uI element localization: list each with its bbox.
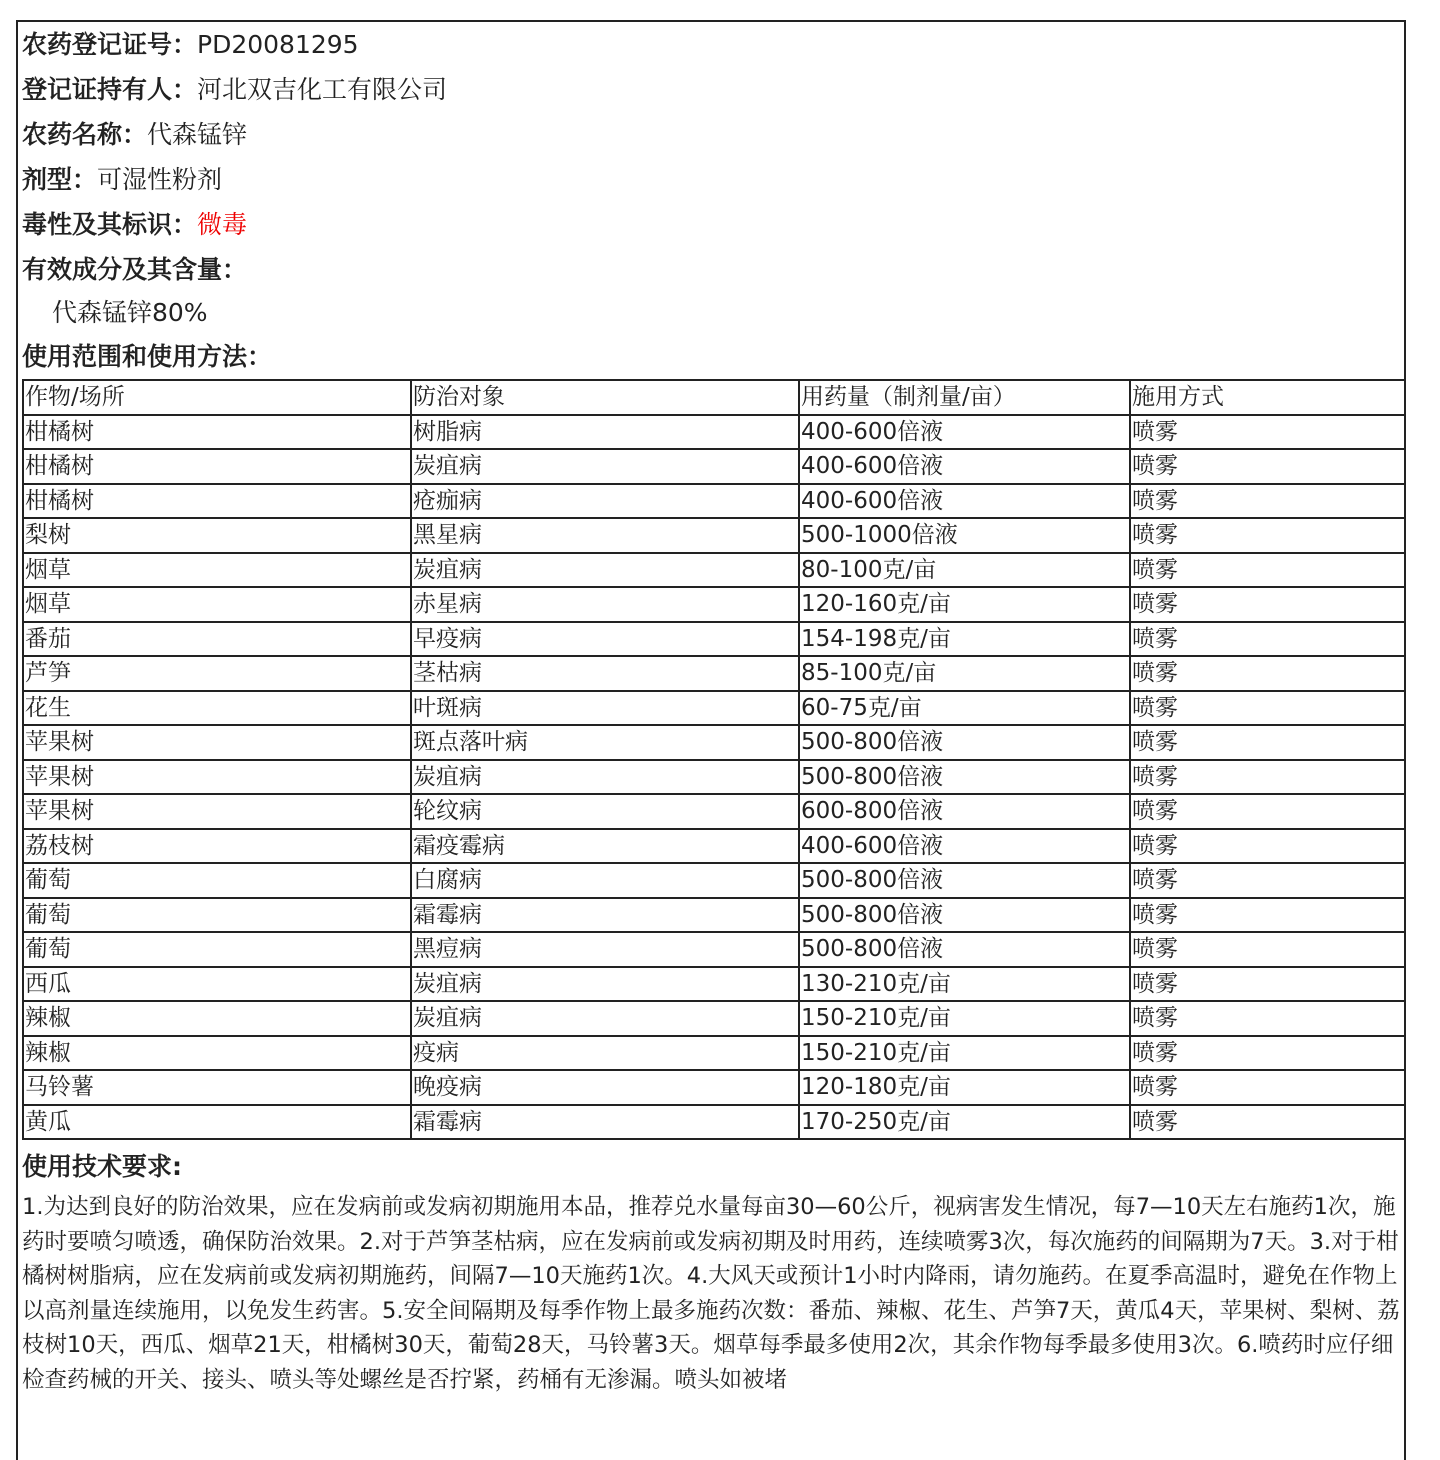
table-row <box>23 794 1406 829</box>
cell-dosage: 400-600倍液 <box>799 829 1130 864</box>
cell-crop: 梨树 <box>23 518 411 553</box>
table-row <box>23 1070 1406 1105</box>
pesticide-name-field <box>22 112 1402 157</box>
cell-target: 炭疽病 <box>411 553 799 588</box>
formulation-value: 可湿性粉剂 <box>97 165 223 194</box>
cell-crop: 荔枝树 <box>23 829 411 864</box>
cell-target: 炭疽病 <box>411 1001 799 1036</box>
cell-target: 树脂病 <box>411 415 799 450</box>
cell-crop: 柑橘树 <box>23 449 411 484</box>
table-row <box>23 1001 1406 1036</box>
cell-dosage: 60-75克/亩 <box>799 691 1130 726</box>
cell-method: 喷雾 <box>1130 829 1406 864</box>
ingredient-field <box>22 247 1402 292</box>
cell-crop: 柑橘树 <box>23 415 411 450</box>
cell-dosage: 80-100克/亩 <box>799 553 1130 588</box>
cell-dosage: 600-800倍液 <box>799 794 1130 829</box>
cell-method: 喷雾 <box>1130 1036 1406 1071</box>
cell-crop: 番茄 <box>23 622 411 657</box>
cell-target: 轮纹病 <box>411 794 799 829</box>
cell-method: 喷雾 <box>1130 863 1406 898</box>
cell-crop: 葡萄 <box>23 863 411 898</box>
cell-dosage: 400-600倍液 <box>799 484 1130 519</box>
cell-crop: 马铃薯 <box>23 1070 411 1105</box>
cell-method: 喷雾 <box>1130 1105 1406 1140</box>
cell-dosage: 120-180克/亩 <box>799 1070 1130 1105</box>
table-row <box>23 1105 1406 1140</box>
cell-crop: 烟草 <box>23 587 411 622</box>
cell-dosage: 500-800倍液 <box>799 863 1130 898</box>
cell-method: 喷雾 <box>1130 656 1406 691</box>
cell-target: 晚疫病 <box>411 1070 799 1105</box>
table-row <box>23 656 1406 691</box>
cell-dosage: 500-800倍液 <box>799 932 1130 967</box>
toxicity-field <box>22 202 1402 247</box>
pesticide-name-label: 农药名称： <box>22 120 148 149</box>
toxicity-label: 毒性及其标识： <box>22 210 198 239</box>
cell-method: 喷雾 <box>1130 484 1406 519</box>
cell-dosage: 500-800倍液 <box>799 760 1130 795</box>
cell-dosage: 154-198克/亩 <box>799 622 1130 657</box>
column-header-crop: 作物/场所 <box>23 380 411 415</box>
usage-heading: 使用范围和使用方法： <box>22 342 273 371</box>
usage-table-header-row <box>23 380 1406 415</box>
holder-field <box>22 67 1402 112</box>
cell-crop: 烟草 <box>23 553 411 588</box>
column-header-target: 防治对象 <box>411 380 799 415</box>
cell-method: 喷雾 <box>1130 518 1406 553</box>
cell-crop: 葡萄 <box>23 898 411 933</box>
cell-method: 喷雾 <box>1130 898 1406 933</box>
table-row <box>23 415 1406 450</box>
cell-crop: 西瓜 <box>23 967 411 1002</box>
cell-method: 喷雾 <box>1130 691 1406 726</box>
cell-crop: 芦笋 <box>23 656 411 691</box>
cell-crop: 苹果树 <box>23 725 411 760</box>
cell-method: 喷雾 <box>1130 1070 1406 1105</box>
cell-crop: 辣椒 <box>23 1036 411 1071</box>
cell-method: 喷雾 <box>1130 725 1406 760</box>
cell-dosage: 170-250克/亩 <box>799 1105 1130 1140</box>
cell-target: 炭疽病 <box>411 760 799 795</box>
table-row <box>23 1036 1406 1071</box>
cell-dosage: 500-800倍液 <box>799 898 1130 933</box>
registration-number-value: PD20081295 <box>197 30 359 59</box>
column-header-dosage: 用药量（制剂量/亩） <box>799 380 1130 415</box>
ingredient-value: 代森锰锌80% <box>52 298 208 327</box>
cell-method: 喷雾 <box>1130 553 1406 588</box>
cell-target: 早疫病 <box>411 622 799 657</box>
cell-crop: 柑橘树 <box>23 484 411 519</box>
cell-target: 赤星病 <box>411 587 799 622</box>
table-row <box>23 518 1406 553</box>
cell-crop: 花生 <box>23 691 411 726</box>
usage-table-body <box>23 415 1406 1140</box>
cell-target: 叶斑病 <box>411 691 799 726</box>
holder-value: 河北双吉化工有限公司 <box>197 75 448 104</box>
cell-crop: 苹果树 <box>23 760 411 795</box>
cell-target: 黑星病 <box>411 518 799 553</box>
cell-method: 喷雾 <box>1130 587 1406 622</box>
document-body <box>18 22 1404 1398</box>
table-row <box>23 725 1406 760</box>
cell-crop: 苹果树 <box>23 794 411 829</box>
table-row <box>23 863 1406 898</box>
registration-number-field <box>22 22 1402 67</box>
toxicity-value: 微毒 <box>197 210 248 239</box>
cell-method: 喷雾 <box>1130 449 1406 484</box>
cell-crop: 辣椒 <box>23 1001 411 1036</box>
table-row <box>23 622 1406 657</box>
cell-method: 喷雾 <box>1130 622 1406 657</box>
cell-dosage: 500-1000倍液 <box>799 518 1130 553</box>
table-row <box>23 587 1406 622</box>
cell-method: 喷雾 <box>1130 1001 1406 1036</box>
cell-dosage: 85-100克/亩 <box>799 656 1130 691</box>
table-row <box>23 932 1406 967</box>
pesticide-name-value: 代森锰锌 <box>147 120 248 149</box>
cell-dosage: 150-210克/亩 <box>799 1001 1130 1036</box>
formulation-label: 剂型： <box>22 165 98 194</box>
cell-dosage: 120-160克/亩 <box>799 587 1130 622</box>
cell-target: 炭疽病 <box>411 967 799 1002</box>
registration-number-label: 农药登记证号： <box>22 30 198 59</box>
formulation-field <box>22 157 1402 202</box>
cell-target: 霜霉病 <box>411 1105 799 1140</box>
cell-target: 炭疽病 <box>411 449 799 484</box>
table-row <box>23 967 1406 1002</box>
cell-method: 喷雾 <box>1130 932 1406 967</box>
cell-target: 疮痂病 <box>411 484 799 519</box>
cell-dosage: 500-800倍液 <box>799 725 1130 760</box>
table-row <box>23 449 1406 484</box>
cell-target: 霜疫霉病 <box>411 829 799 864</box>
cell-dosage: 400-600倍液 <box>799 449 1130 484</box>
cell-method: 喷雾 <box>1130 415 1406 450</box>
cell-dosage: 130-210克/亩 <box>799 967 1130 1002</box>
cell-target: 白腐病 <box>411 863 799 898</box>
table-row <box>23 691 1406 726</box>
table-row <box>23 484 1406 519</box>
cell-target: 霜霉病 <box>411 898 799 933</box>
ingredient-label: 有效成分及其含量： <box>22 255 248 284</box>
cell-method: 喷雾 <box>1130 760 1406 795</box>
cell-crop: 葡萄 <box>23 932 411 967</box>
usage-table <box>22 379 1406 1140</box>
cell-target: 黑痘病 <box>411 932 799 967</box>
table-row <box>23 898 1406 933</box>
requirements-heading: 使用技术要求: <box>22 1152 182 1181</box>
cell-target: 斑点落叶病 <box>411 725 799 760</box>
cell-method: 喷雾 <box>1130 967 1406 1002</box>
cell-crop: 黄瓜 <box>23 1105 411 1140</box>
cell-target: 茎枯病 <box>411 656 799 691</box>
table-row <box>23 760 1406 795</box>
holder-label: 登记证持有人： <box>22 75 198 104</box>
requirements-text: 1.为达到良好的防治效果，应在发病前或发病初期施用本品，推荐兑水量每亩30—60公斤，视病害发生情况，每7—10天左右施药1次，施药时要喷匀喷透，确保防治效果。2.对于芦笋茎枯病，应在发病前或发病初期及时用药，连续喷雾3次，每次施药的间隔期为7天。3.对于柑橘树树脂病，应在发病前或发病初期施药，间隔7—10天施药1次。4.大风天或预计1小时内降雨，请勿施药。在夏季高温时，避免在作物上以高剂量连续施用，以免发生药害。5.安全间隔期及每季作物上最多施药次数：番茄、辣椒、花生、芦笋7天，黄瓜4天，苹果树、梨树、荔枝树10天，西瓜、烟草21天，柑橘树30天，葡萄28天，马铃薯3天。烟草每季最多使用2次，其余作物每季最多使用3次。6.喷药时应仔细检查药械的开关、接头、喷头等处螺丝是否拧紧，药桶有无渗漏。喷头如被堵 <box>22 1194 1400 1393</box>
table-row <box>23 829 1406 864</box>
cell-dosage: 150-210克/亩 <box>799 1036 1130 1071</box>
document-frame <box>16 20 1406 1460</box>
cell-dosage: 400-600倍液 <box>799 415 1130 450</box>
cell-target: 疫病 <box>411 1036 799 1071</box>
cell-method: 喷雾 <box>1130 794 1406 829</box>
table-row <box>23 553 1406 588</box>
column-header-method: 施用方式 <box>1130 380 1406 415</box>
